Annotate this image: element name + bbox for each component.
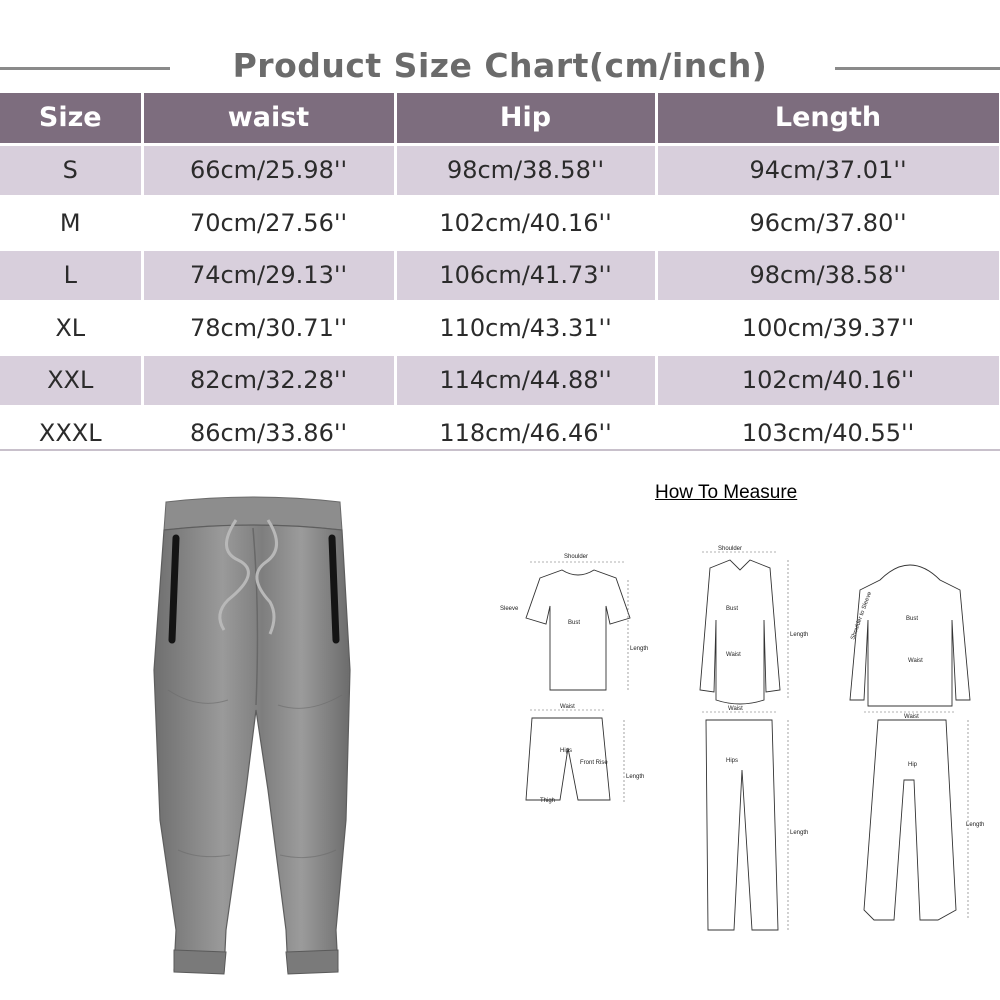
header-waist: waist — [142, 93, 395, 144]
header-length: Length — [656, 93, 1000, 144]
label-waist-shirt: Waist — [726, 652, 741, 658]
table-bottom-rule — [0, 449, 1000, 451]
how-to-measure-title: How To Measure — [655, 482, 798, 503]
cell-length: 96cm/37.80'' — [656, 197, 1000, 250]
cell-waist: 74cm/29.13'' — [142, 249, 395, 302]
long-pants-diagram — [706, 720, 778, 930]
table-row — [0, 354, 1000, 407]
cell-length: 98cm/38.58'' — [656, 249, 1000, 302]
cell-hip: 102cm/40.16'' — [395, 197, 656, 250]
table-row — [0, 197, 1000, 250]
label-sleeve: Sleeve — [500, 606, 519, 612]
cell-size: XXXL — [0, 407, 142, 460]
label-thigh: Thigh — [540, 798, 556, 804]
cell-size: XXL — [0, 354, 142, 407]
cell-hip: 106cm/41.73'' — [395, 249, 656, 302]
label-shoulder: Shoulder — [564, 554, 589, 560]
joggers-diagram — [864, 720, 956, 920]
shirt-diagram — [700, 560, 780, 704]
cell-length: 102cm/40.16'' — [656, 354, 1000, 407]
label-hips-shorts: Hips — [560, 748, 573, 754]
label-waist-joggers: Waist — [904, 714, 919, 720]
cell-length: 94cm/37.01'' — [656, 144, 1000, 197]
label-length-tshirt: Length — [630, 646, 649, 652]
chart-title: Product Size Chart(cm/inch) — [0, 46, 1000, 85]
label-bust-shirt: Bust — [726, 606, 739, 612]
header-size: Size — [0, 93, 142, 144]
label-bust-hoodie: Bust — [906, 616, 919, 622]
label-length-shorts: Length — [626, 774, 645, 780]
cell-size: M — [0, 197, 142, 250]
cell-length: 100cm/39.37'' — [656, 302, 1000, 355]
size-table — [0, 93, 1000, 461]
cell-hip: 114cm/44.88'' — [395, 354, 656, 407]
measurement-diagrams — [490, 540, 1000, 960]
label-shoulder-to-sleeve: Shoulder to Sleeve — [850, 590, 874, 641]
label-front-rise: Front Rise — [580, 760, 608, 766]
title-row — [0, 40, 1000, 96]
header-hip: Hip — [395, 93, 656, 144]
label-hip-joggers: Hip — [908, 762, 918, 768]
cell-hip: 110cm/43.31'' — [395, 302, 656, 355]
label-waist-pants: Waist — [728, 706, 743, 712]
table-row — [0, 302, 1000, 355]
hoodie-diagram — [850, 565, 970, 706]
jogger-pants-image — [128, 490, 378, 985]
table-row — [0, 144, 1000, 197]
label-waist-shorts: Waist — [560, 704, 575, 710]
label-shoulder-shirt: Shoulder — [718, 546, 743, 552]
shorts-diagram — [526, 718, 610, 800]
cell-waist: 78cm/30.71'' — [142, 302, 395, 355]
label-length-pants: Length — [790, 830, 809, 836]
cell-size: S — [0, 144, 142, 197]
cell-waist: 82cm/32.28'' — [142, 354, 395, 407]
table-header-row — [0, 93, 1000, 144]
table-row — [0, 249, 1000, 302]
cell-waist: 66cm/25.98'' — [142, 144, 395, 197]
table-row — [0, 407, 1000, 460]
cell-hip: 98cm/38.58'' — [395, 144, 656, 197]
cell-size: L — [0, 249, 142, 302]
cell-waist: 70cm/27.56'' — [142, 197, 395, 250]
label-bust: Bust — [568, 620, 581, 626]
cell-hip: 118cm/46.46'' — [395, 407, 656, 460]
tshirt-diagram — [526, 570, 630, 690]
label-length-joggers: Length — [966, 822, 985, 828]
label-length-shirt: Length — [790, 632, 809, 638]
cell-waist: 86cm/33.86'' — [142, 407, 395, 460]
label-waist-hoodie: Waist — [908, 658, 923, 664]
cell-length: 103cm/40.55'' — [656, 407, 1000, 460]
label-hips-pants: Hips — [726, 758, 739, 764]
cell-size: XL — [0, 302, 142, 355]
